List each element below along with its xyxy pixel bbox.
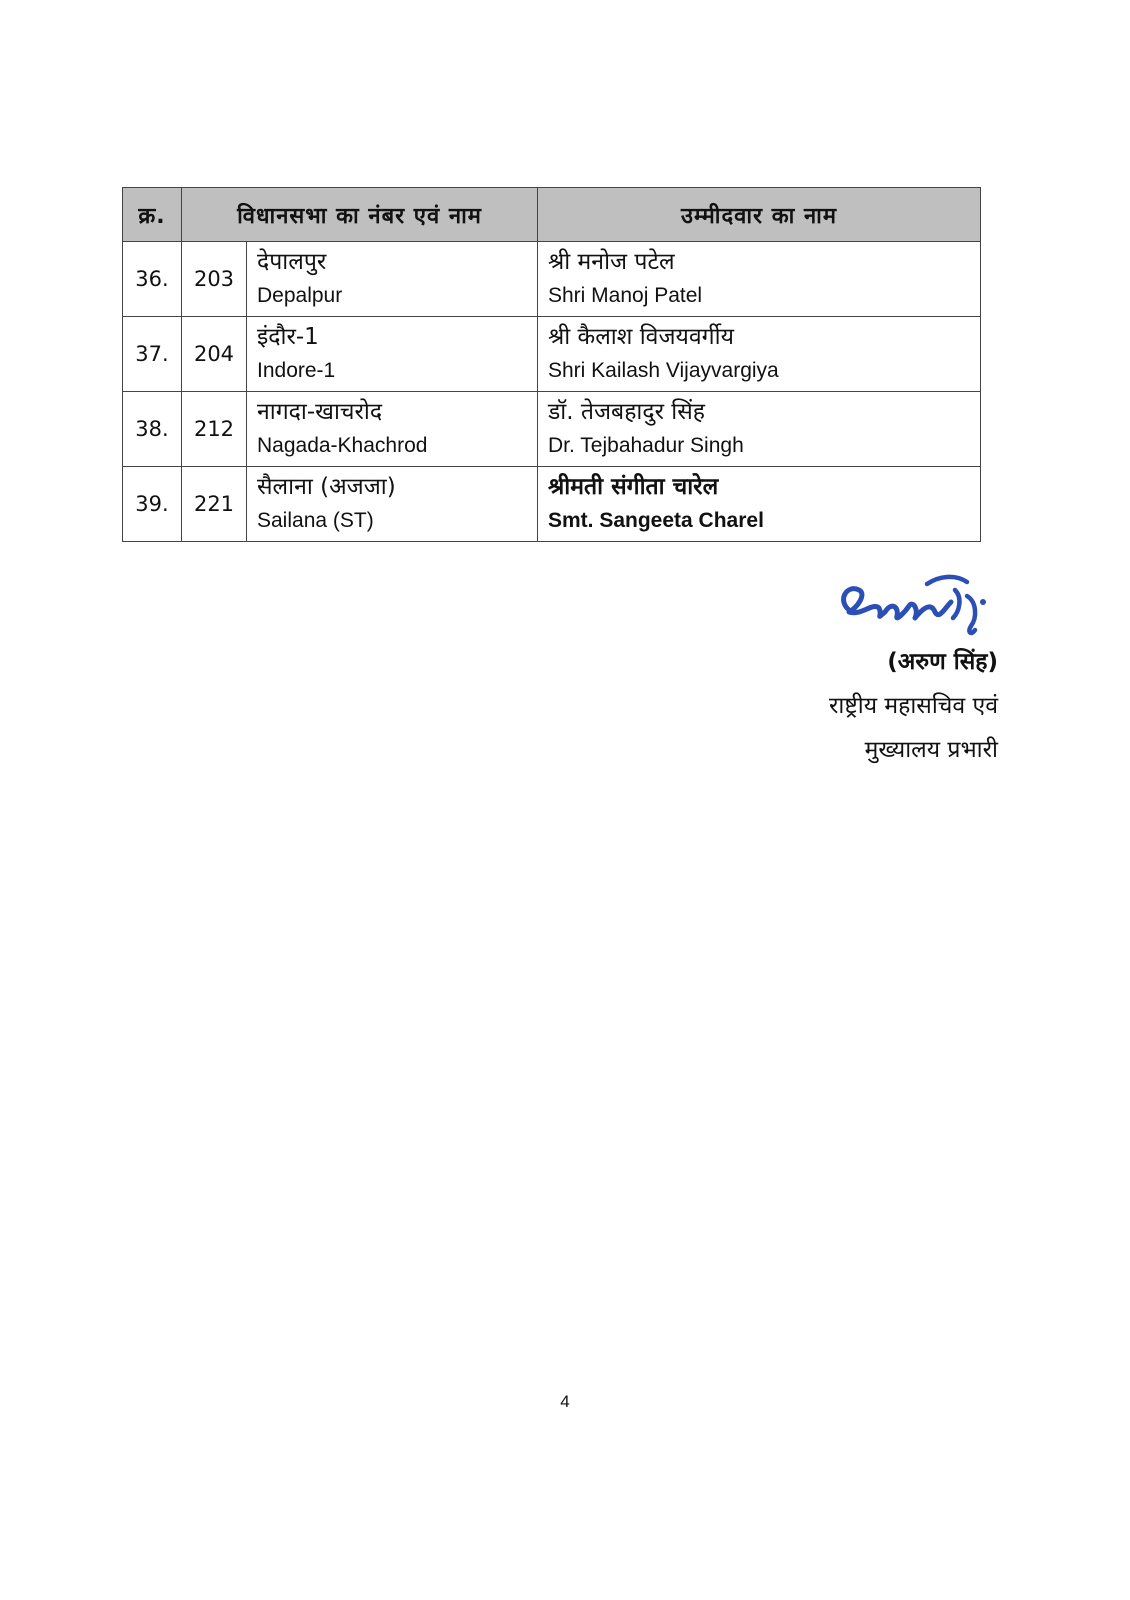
signatory-block <box>829 640 998 772</box>
candidate-name-hindi: श्री मनोज पटेल <box>548 249 675 275</box>
header-candidate: उम्मीदवार का नाम <box>538 188 981 242</box>
constituency-number-cell: 212 <box>182 392 247 467</box>
candidate-name-cell <box>538 467 981 542</box>
table-row <box>123 392 981 467</box>
candidate-name-english: Shri Manoj Patel <box>548 284 703 307</box>
serial-cell: 36. <box>123 242 182 317</box>
signatory-designation-line-1: राष्ट्रीय महासचिव एवं <box>828 693 998 719</box>
candidate-name-cell <box>538 317 981 392</box>
header-constituency: विधानसभा का नंबर एवं नाम <box>182 188 538 242</box>
constituency-name-english: Nagada-Khachrod <box>257 434 428 457</box>
candidate-name-english: Smt. Sangeeta Charel <box>548 509 764 532</box>
constituency-name-cell <box>247 242 538 317</box>
table-row <box>123 467 981 542</box>
table-header-row <box>123 188 981 242</box>
table-row <box>123 242 981 317</box>
candidate-name-hindi: श्रीमती संगीता चारेल <box>548 474 719 500</box>
table-row <box>123 317 981 392</box>
serial-cell: 39. <box>123 467 182 542</box>
constituency-name-cell <box>247 317 538 392</box>
constituency-number-cell: 204 <box>182 317 247 392</box>
constituency-name-english: Depalpur <box>257 284 343 307</box>
candidate-table <box>122 187 981 542</box>
candidate-name-cell <box>538 242 981 317</box>
serial-cell: 38. <box>123 392 182 467</box>
constituency-name-english: Sailana (ST) <box>257 509 374 532</box>
candidate-name-hindi: डॉ. तेजबहादुर सिंह <box>548 399 706 425</box>
constituency-name-hindi: देपालपुर <box>257 249 327 275</box>
page-number: 4 <box>560 1392 570 1411</box>
handwritten-signature <box>835 572 995 644</box>
constituency-name-cell <box>247 467 538 542</box>
header-serial: क्र. <box>123 188 182 242</box>
signatory-designation-line-2: मुख्यालय प्रभारी <box>864 737 998 763</box>
candidate-name-cell <box>538 392 981 467</box>
candidate-name-english: Shri Kailash Vijayvargiya <box>548 359 779 382</box>
signatory-name: (अरुण सिंह) <box>887 649 998 675</box>
constituency-number-cell: 203 <box>182 242 247 317</box>
constituency-name-cell <box>247 392 538 467</box>
constituency-name-english: Indore-1 <box>257 359 336 382</box>
candidate-name-english: Dr. Tejbahadur Singh <box>548 434 744 457</box>
constituency-name-hindi: इंदौर-1 <box>257 324 319 350</box>
serial-cell: 37. <box>123 317 182 392</box>
constituency-name-hindi: नागदा-खाचरोद <box>257 399 383 425</box>
candidate-name-hindi: श्री कैलाश विजयवर्गीय <box>548 324 734 350</box>
constituency-number-cell: 221 <box>182 467 247 542</box>
constituency-name-hindi: सैलाना (अजजा) <box>257 474 396 500</box>
